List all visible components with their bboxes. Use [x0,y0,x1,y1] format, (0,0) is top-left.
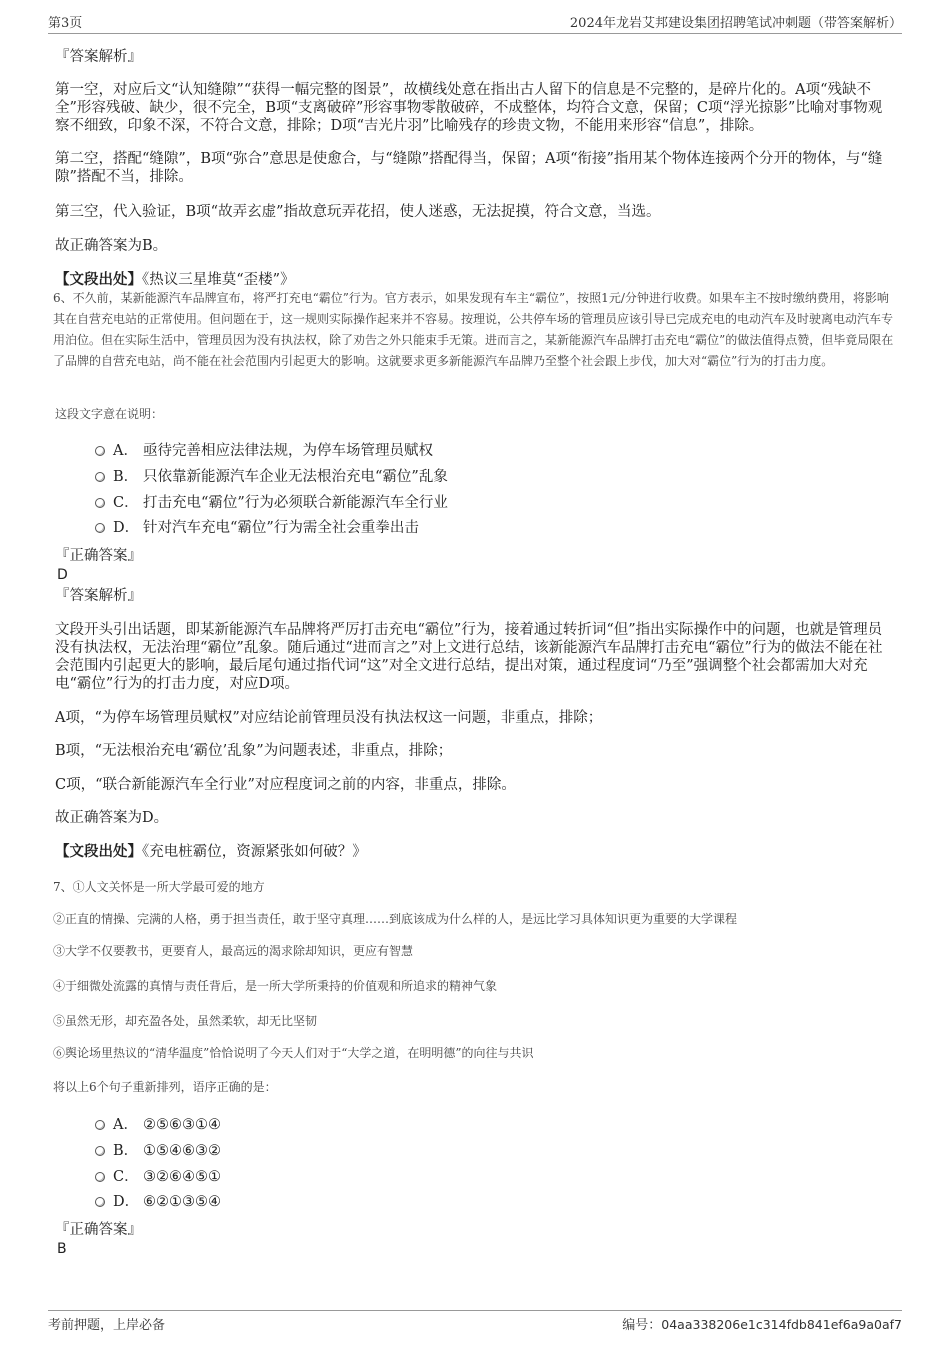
q5-conclusion: 故正确答案为B。 [55,238,168,254]
q6-option-a[interactable]: A． 亟待完善相应法律法规，为停车场管理员赋权 [95,442,433,460]
q7-sentence-3: ③大学不仅要教书，更要育人，最高远的渴求除却知识，更应有智慧 [53,944,414,958]
radio-icon[interactable] [95,498,105,508]
q7-sentence-1: 7、①人文关怀是一所大学最可爱的地方 [53,880,265,894]
q6-answer-label: 『正确答案』 [55,548,142,564]
radio-icon[interactable] [95,446,105,456]
footer-code [622,1314,902,1333]
q6-option-b[interactable]: B． 只依靠新能源汽车企业无法根治充电“霸位”乱象 [95,468,448,486]
radio-icon[interactable] [95,472,105,482]
q6-analysis-para-1: 文段开头引出话题，即某新能源汽车品牌将严厉打击充电“霸位”行为，接着通过转折词“但”指出实际操作中的问题，也就是管理员没有执法权，无法治理“霸位”乱象。随后通过“进而言之”对上文进行总结，该新能源汽车品牌打击充电“霸位”行为的做法不能在社会范围内引起更大的影响，最后尾句通过指代词“这”对全文进行总结，提出对策，通过程度词“乃至”强调整个社会都需加大对充电“霸位”行为的打击力度，对应D项。 [55,622,883,692]
q5-source-label: 【文段出处】 [55,271,142,288]
footer-divider [48,1310,902,1311]
q6-option-c[interactable]: C． 打击充电“霸位”行为必须联合新能源汽车全行业 [95,494,448,512]
q5-analysis-para-1: 第一空，对应后文“认知缝隙”“获得一幅完整的图景”，故横线处意在指出古人留下的信息是不完整的，是碎片化的。A项“残缺不全”形容残破、缺少，很不完全，B项“支离破碎”形容事物零散破碎，不成整体，均符合文意，保留；C项“浮光掠影”比喻对事物观察不细致，印象不深，不符合文意，排除；D项“吉光片羽”比喻残存的珍贵文物，不能用来形容“信息”，排除。 [55,82,883,134]
page-number: 第3页 [48,16,83,31]
q7-option-d[interactable]: D． ⑥②①③⑤④ [95,1193,221,1211]
q7-option-c[interactable]: C． ③②⑥④⑤① [95,1168,221,1186]
q6-source [55,843,895,861]
q6-analysis-para-2: A项，“为停车场管理员赋权”对应结论前管理员没有执法权这一问题，非重点，排除； [55,710,603,726]
q5-source [55,271,895,289]
q5-analysis-label: 『答案解析』 [55,49,142,65]
q6-analysis-para-4: C项，“联合新能源汽车全行业”对应程度词之前的内容，非重点，排除。 [55,777,516,793]
q6-analysis-para-3: B项，“无法根治充电‘霸位’乱象”为问题表述，非重点，排除； [55,743,453,759]
radio-icon[interactable] [95,1120,105,1130]
radio-icon[interactable] [95,1146,105,1156]
radio-icon[interactable] [95,1197,105,1207]
q7-sentence-4: ④于细微处流露的真情与责任背后，是一所大学所秉持的价值观和所追求的精神气象 [53,979,498,993]
q7-option-a[interactable]: A． ②⑤⑥③①④ [95,1116,221,1134]
q6-analysis-label: 『答案解析』 [55,588,142,604]
page-header [48,12,902,32]
q6-conclusion: 故正确答案为D。 [55,810,169,826]
q5-analysis-para-2: 第二空，搭配“缝隙”，B项“弥合”意思是使愈合，与“缝隙”搭配得当，保留；A项“衔接”指用某个物体连接两个分开的物体，与“缝隙”搭配不当，排除。 [55,151,883,185]
q6-answer: D [57,567,68,583]
header-divider [48,33,902,34]
q7-answer-label: 『正确答案』 [55,1222,142,1238]
q7-answer: B [57,1241,67,1257]
q5-analysis-para-3: 第三空，代入验证，B项“故弄玄虚”指故意玩弄花招，使人迷惑，无法捉摸，符合文意，当选。 [55,204,661,220]
footer-code-label: 编号： [622,1318,662,1333]
q5-source-title: 《热议三星堆莫“歪楼”》 [142,272,295,288]
q6-stem: 6、不久前，某新能源汽车品牌宣布，将严打充电“霸位”行为。官方表示，如果发现有车主“霸位”，按照1元/分钟进行收费。如果车主不按时缴纳费用，将影响其在自营充电站的正常使用。但问题在于，这一规则实际操作起来并不容易。按理说，公共停车场的管理员应该引导已完成充电的电动汽车及时驶离电动汽车专用泊位。但在实际生活中，管理员因为没有执法权，除了劝告之外只能束手无策。进而言之，某新能源汽车品牌打击充电“霸位”的做法值得点赞，但毕竟局限在了品牌的自营充电站，尚不能在社会范围内引起更大的影响。这就要求更多新能源汽车品牌乃至整个社会跟上步伐，加大对“霸位”行为的打击力度。 [53,291,894,368]
q7-sentence-6: ⑥舆论场里热议的“清华温度”恰恰说明了今天人们对于“大学之道，在明明德”的向往与共识 [53,1046,534,1060]
q6-source-label: 【文段出处】 [55,843,142,860]
footer-slogan: 考前押题，上岸必备 [48,1318,166,1333]
q6-option-d[interactable]: D． 针对汽车充电“霸位”行为需全社会重拳出击 [95,519,419,537]
radio-icon[interactable] [95,523,105,533]
q7-sentence-5: ⑤虽然无形，却充盈各处，虽然柔软，却无比坚韧 [53,1014,318,1028]
footer-code-value: 04aa338206e1c314fdb841ef6a9a0af7 [661,1317,902,1332]
q7-question: 将以上6个句子重新排列，语序正确的是： [53,1080,277,1094]
q7-option-b[interactable]: B． ①⑤④⑥③② [95,1142,221,1160]
q6-source-title: 《充电桩霸位，资源紧张如何破？》 [142,844,367,860]
document-title: 2024年龙岩艾邦建设集团招聘笔试冲刺题（带答案解析） [569,16,902,31]
q7-sentence-2: ②正直的情操、完满的人格，勇于担当责任，敢于坚守真理……到底该成为什么样的人，是远比学习具体知识更为重要的大学课程 [53,912,738,926]
radio-icon[interactable] [95,1172,105,1182]
q6-question: 这段文字意在说明： [55,407,164,421]
